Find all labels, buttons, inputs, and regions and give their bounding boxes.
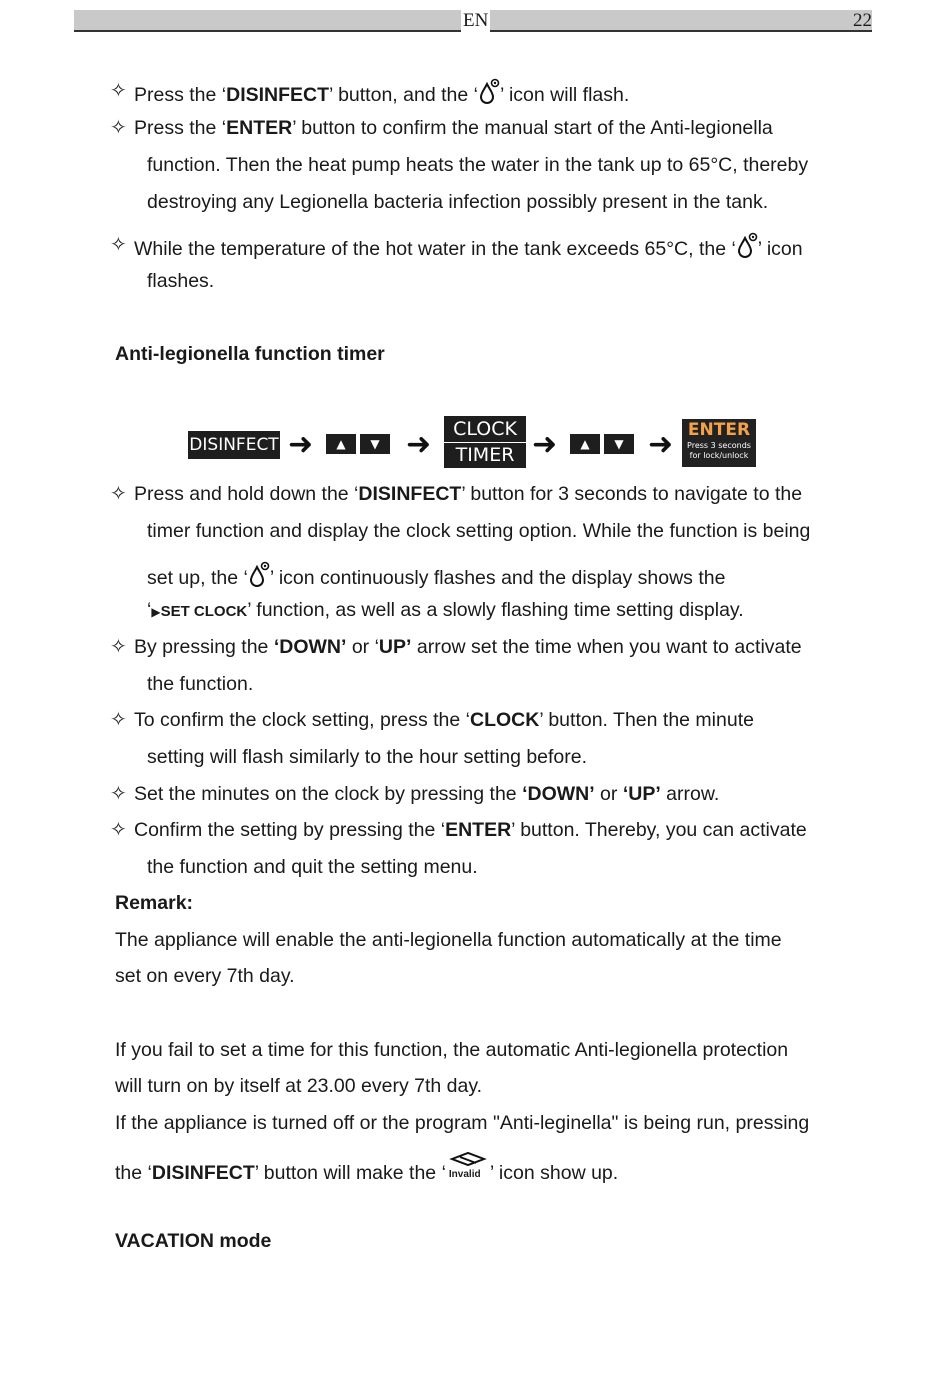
timer-label: TIMER [455, 444, 515, 466]
bullet-7: Set the minutes on the clock by pressing the ‘DOWN’ or ‘UP’ arrow. [134, 783, 720, 805]
bullet-2: Press the ‘ENTER’ button to confirm the manual start of the Anti-legionella [134, 117, 773, 139]
enter-sub-2: for lock/unlock [689, 451, 749, 460]
disinfect-drop-icon [478, 78, 500, 111]
down-key: ▼ [604, 434, 634, 454]
bullet-icon: ✧ [110, 80, 127, 102]
bullet-6-line-2: setting will flash similarly to the hour setting before. [147, 746, 588, 768]
page-header-bar [74, 10, 872, 32]
bullet-2-line-2: function. Then the heat pump heats the water in the tank up to 65°C, thereby [147, 154, 809, 176]
enter-sub-1: Press 3 seconds [687, 441, 751, 450]
enter-label: ENTER [687, 420, 751, 440]
remark-line-1: The appliance will enable the anti-legionella function automatically at the time [115, 929, 782, 951]
remark-line-6: the ‘DISINFECT’ button will make the ‘ Invalid ’ icon show up. [115, 1155, 618, 1186]
up-key: ▲ [326, 434, 356, 454]
bullet-8-line-2: the function and quit the setting menu. [147, 856, 478, 878]
button-sequence-diagram [188, 416, 758, 468]
bullet-1: Press the ‘DISINFECT’ button, and the ‘ ’ icon will flash. [134, 78, 629, 111]
bullet-4-line-4: ‘▶SET CLOCK’ function, as well as a slowly flashing time setting display. [147, 599, 744, 621]
down-key: ▼ [360, 434, 390, 454]
arrow-icon: ➜ [532, 427, 558, 462]
bullet-6: To confirm the clock setting, press the ‘CLOCK’ button. Then the minute [134, 709, 754, 731]
bullet-icon: ✧ [110, 819, 127, 841]
remark-line-4: will turn on by itself at 23.00 every 7th day. [115, 1075, 483, 1097]
disinfect-drop-icon [248, 561, 270, 594]
section-heading: VACATION mode [115, 1230, 272, 1252]
arrow-icon: ➜ [288, 427, 314, 462]
enter-key [682, 419, 756, 467]
clock-timer-key [444, 416, 526, 468]
remark-line-2: set on every 7th day. [115, 965, 295, 987]
bullet-icon: ✧ [110, 636, 127, 658]
bullet-3-line-2: flashes. [147, 270, 215, 292]
header-language: EN [463, 10, 489, 31]
bullet-icon: ✧ [110, 234, 127, 256]
arrow-icon: ➜ [648, 427, 674, 462]
up-key: ▲ [570, 434, 600, 454]
section-heading: Anti-legionella function timer [115, 343, 385, 365]
bullet-3: While the temperature of the hot water in the tank exceeds 65°C, the ‘ ’ icon [134, 232, 803, 265]
bullet-icon: ✧ [110, 483, 127, 505]
bullet-4-line-2: timer function and display the clock setting option. While the function is being [147, 520, 811, 542]
bullet-5-line-2: the function. [147, 673, 254, 695]
remark-line-3: If you fail to set a time for this function, the automatic Anti-legionella protection [115, 1039, 789, 1061]
bullet-4-line-3: set up, the ‘ ’ icon continuously flashes and the display shows the [147, 561, 873, 594]
remark-line-5: If the appliance is turned off or the program "Anti-leginella" is being run, pressing [115, 1112, 810, 1134]
invalid-label: Invalid [448, 1169, 481, 1180]
disinfect-key: DISINFECT [188, 431, 280, 459]
bullet-2-line-3: destroying any Legionella bacteria infection possibly present in the tank. [147, 191, 769, 213]
bullet-8: Confirm the setting by pressing the ‘ENTER’ button. Thereby, you can activate [134, 819, 807, 841]
bullet-5: By pressing the ‘DOWN’ or ‘UP’ arrow set the time when you want to activate [134, 636, 802, 658]
play-icon: ▶ [151, 605, 161, 619]
page-number: 22 [853, 10, 872, 31]
invalid-icon [446, 1155, 490, 1185]
bullet-icon: ✧ [110, 709, 127, 731]
bullet-icon: ✧ [110, 117, 127, 139]
disinfect-drop-icon [736, 232, 758, 265]
arrow-icon: ➜ [406, 427, 432, 462]
bullet-4: Press and hold down the ‘DISINFECT’ button for 3 seconds to navigate to the [134, 483, 803, 505]
set-clock-label: SET CLOCK [160, 603, 248, 620]
bullet-icon: ✧ [110, 783, 127, 805]
remark-title: Remark: [115, 892, 194, 914]
clock-label: CLOCK [444, 416, 526, 443]
